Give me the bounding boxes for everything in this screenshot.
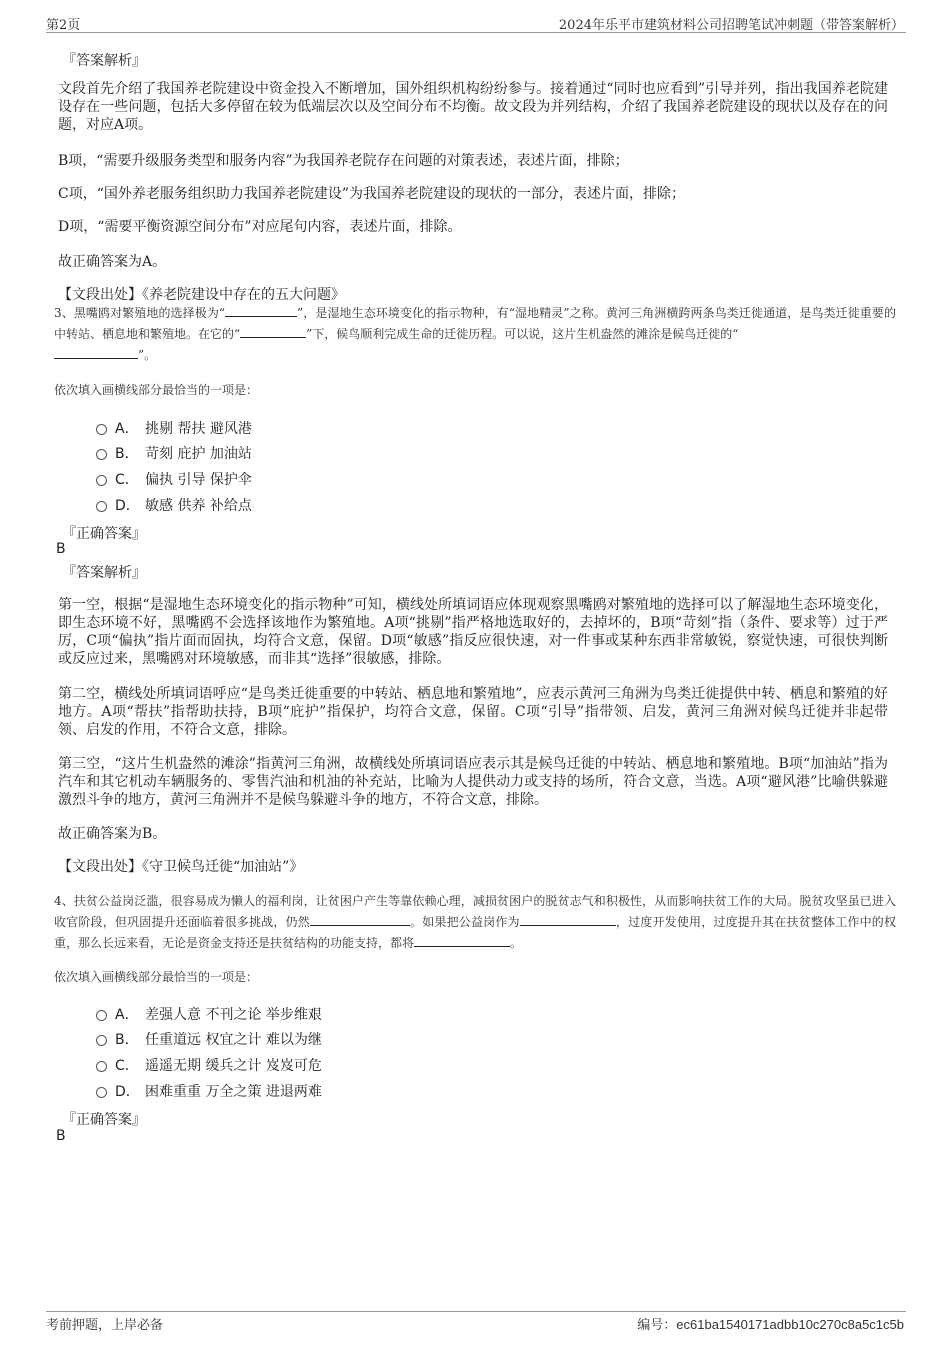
option-d[interactable]: D． 敏感 供养 补给点 [96, 495, 252, 515]
option-b[interactable]: B． 任重道远 权宜之计 难以为继 [96, 1029, 322, 1049]
correct-answer: B [56, 541, 66, 557]
fill-blank [414, 934, 510, 947]
radio-icon[interactable] [96, 424, 107, 435]
question-prompt: 依次填入画横线部分最恰当的一项是： [54, 383, 259, 397]
fill-blank [520, 913, 616, 926]
header-divider [46, 32, 906, 33]
correct-answer: B [56, 1128, 66, 1144]
question-stem: 4、扶贫公益岗泛滥，很容易成为懒人的福利岗，让贫困户产生等靠依赖心理，减损贫困户的脱贫志气和积极性，从而影响扶贫工作的大局。脱贫攻坚虽已进入收官阶段，但巩固提升还面临着很多挑战，仍然 。如果把公益岗作为 ，过度开发使用，过度提升其在扶贫整体工作中的权重，那么长远来看，无论是资金支持还是扶贫结构的功能支持，都将 。 [54, 894, 896, 950]
correct-answer-label: 『正确答案』 [62, 1112, 146, 1128]
footer-slogan: 考前押题，上岸必备 [46, 1318, 164, 1333]
source-citation: 【文段出处】《守卫候鸟迁徙“加油站”》 [58, 859, 304, 875]
document-code: 编号：ec61ba1540171adbb10c270c8a5c1c5b [637, 1317, 904, 1333]
radio-icon[interactable] [96, 475, 107, 486]
source-citation: 【文段出处】《养老院建设中存在的五大问题》 [58, 287, 345, 303]
analysis-label: 『答案解析』 [62, 565, 146, 581]
analysis-paragraph: 文段首先介绍了我国养老院建设中资金投入不断增加，国外组织机构纷纷参与。接着通过“同时也应看到”引导并列，指出我国养老院建设存在一些问题，包括大多停留在较为低端层次以及空间分布不均衡。故文段为并列结构，介绍了我国养老院建设的现状以及存在的问题，对应A项。 [58, 81, 888, 133]
document-title: 2024年乐平市建筑材料公司招聘笔试冲刺题（带答案解析） [558, 18, 904, 33]
radio-icon[interactable] [96, 1061, 107, 1072]
correct-answer-label: 『正确答案』 [62, 526, 146, 542]
page-number: 第2页 [46, 18, 81, 33]
fill-blank [310, 913, 410, 926]
question-prompt: 依次填入画横线部分最恰当的一项是： [54, 970, 259, 984]
analysis-paragraph: C项，“国外养老服务组织助力我国养老院建设”为我国养老院建设的现状的一部分，表述片面，排除； [58, 186, 686, 202]
analysis-paragraph: 第三空，“这片生机盎然的滩涂”指黄河三角洲，故横线处所填词语应表示其是候鸟迁徙的中转站、栖息地和繁殖地。B项“加油站”指为汽车和其它机动车辆服务的、零售汽油和机油的补充站，比喻为人提供动力或支持的场所，符合文意，当选。A项“避风港”比喻供躲避激烈斗争的地方，黄河三角洲并不是候鸟躲避斗争的地方，不符合文意，排除。 [58, 756, 888, 808]
question-stem: 3、黑嘴鸥对繁殖地的选择极为“ ”，是湿地生态环境变化的指示物种，有“湿地精灵”之称。黄河三角洲横跨两条鸟类迁徙通道，是鸟类迁徙重要的中转站、栖息地和繁殖地。在它的“ ”下，候鸟顺利完成生命的迁徙历程。可以说，这片生机盎然的滩涂是候鸟迁徙的“ ”。 [54, 306, 896, 362]
radio-icon[interactable] [96, 1010, 107, 1021]
fill-blank [240, 325, 306, 338]
footer-divider [46, 1311, 906, 1312]
conclusion: 故正确答案为A。 [58, 254, 167, 270]
fill-blank [54, 346, 138, 359]
conclusion: 故正确答案为B。 [58, 826, 167, 842]
radio-icon[interactable] [96, 449, 107, 460]
option-a[interactable]: A． 挑剔 帮扶 避风港 [96, 418, 252, 438]
analysis-paragraph: B项，“需要升级服务类型和服务内容”为我国养老院存在问题的对策表述，表述片面，排除； [58, 153, 629, 169]
option-b[interactable]: B． 苛刻 庇护 加油站 [96, 443, 252, 463]
option-a[interactable]: A． 差强人意 不刊之论 举步维艰 [96, 1004, 322, 1024]
option-d[interactable]: D． 困难重重 万全之策 进退两难 [96, 1081, 322, 1101]
radio-icon[interactable] [96, 1035, 107, 1046]
analysis-paragraph: 第二空，横线处所填词语呼应“是鸟类迁徙重要的中转站、栖息地和繁殖地”，应表示黄河三角洲为鸟类迁徙提供中转、栖息和繁殖的好地方。A项“帮扶”指帮助扶持，B项“庇护”指保护，均符合文意，保留。C项“引导”指带领、启发，黄河三角洲对候鸟迁徙并非起带领、启发的作用，不符合文意，排除。 [58, 686, 888, 738]
option-c[interactable]: C． 遥遥无期 缓兵之计 岌岌可危 [96, 1055, 322, 1075]
radio-icon[interactable] [96, 501, 107, 512]
analysis-paragraph: 第一空，根据“是湿地生态环境变化的指示物种”可知，横线处所填词语应体现观察黑嘴鸥对繁殖地的选择可以了解湿地生态环境变化，即生态环境不好，黑嘴鸥不会选择该地作为繁殖地。A项“挑剔”指严格地选取好的，去掉坏的，B项“苛刻”指（条件、要求等）过于严厉，C项“偏执”指片面而固执，均符合文意，保留。D项“敏感”指反应很快速，对一件事或某种东西非常敏锐，察觉快速，可很快判断或反应过来，黑嘴鸥对环境敏感，而非其“选择”很敏感，排除。 [58, 597, 888, 667]
analysis-label: 『答案解析』 [62, 53, 146, 69]
fill-blank [225, 304, 297, 317]
analysis-paragraph: D项，“需要平衡资源空间分布”对应尾句内容，表述片面，排除。 [58, 219, 462, 235]
option-c[interactable]: C． 偏执 引导 保护伞 [96, 469, 252, 489]
radio-icon[interactable] [96, 1087, 107, 1098]
